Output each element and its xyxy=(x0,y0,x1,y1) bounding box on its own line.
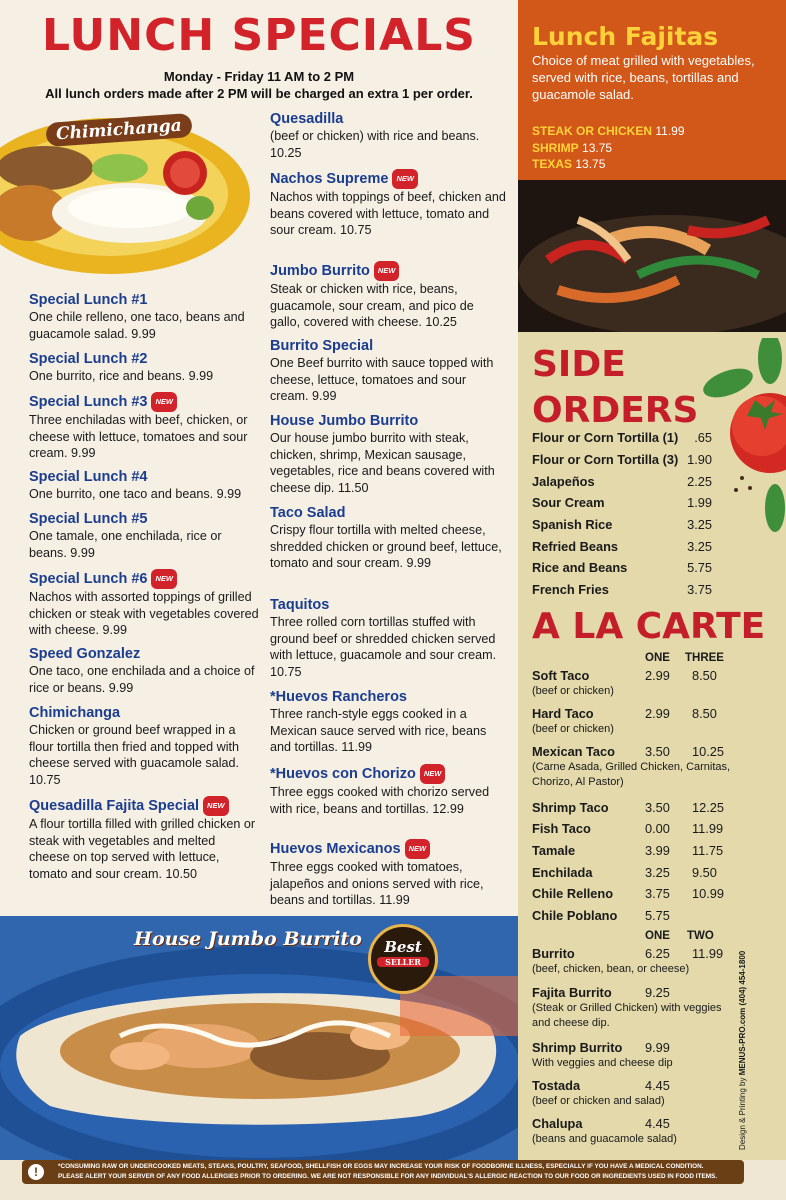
side-price: 2.25 xyxy=(687,474,712,489)
menu-item xyxy=(29,645,259,696)
alc-item-name: Mexican Taco xyxy=(532,744,615,759)
alc-item-sub: (beef, chicken, bean, or cheese) xyxy=(532,963,690,975)
best-seller-text: Best xyxy=(384,938,422,956)
chimichanga-photo-label: Chimichanga xyxy=(45,113,192,147)
warning-icon: ! xyxy=(28,1164,44,1180)
alc-price-three: 8.50 xyxy=(692,668,717,683)
column-header-one: ONE xyxy=(645,930,670,942)
menu-item xyxy=(29,291,259,342)
menu-item xyxy=(270,504,506,572)
hours-text: Monday - Friday 11 AM to 2 PM xyxy=(163,69,355,84)
alc-item-sub: (Steak or Grilled Chicken) with veggies and cheese dip. xyxy=(532,1002,722,1029)
item-name: Special Lunch #4 xyxy=(29,469,148,485)
menu-item xyxy=(270,596,506,680)
item-desc: Chicken or ground beef wrapped in a flour tortilla then fried and topped with cheese served with guacamole salad. 10.75 xyxy=(29,723,240,787)
item-desc: One burrito, rice and beans. 9.99 xyxy=(29,369,214,383)
a-la-carte-row xyxy=(532,886,725,902)
new-badge: NEW xyxy=(420,764,446,784)
menu-item xyxy=(29,392,259,462)
item-name: Special Lunch #5 xyxy=(29,511,148,527)
warning-line-2: PLEASE ALERT YOUR SERVER OF ANY FOOD ALLERGIES PRIOR TO ORDERING. WE ARE NOT RESPONSIBLE FOR ANY INDIVIDUAL'S ALLERGIC REACTION TO OUR FOOD OR INGREDIENTS USED IN FOOD ITEMS. xyxy=(58,1173,718,1180)
alc-price-one: 9.25 xyxy=(645,985,670,1000)
alc-item-name: Shrimp Taco xyxy=(532,800,609,815)
alc-price-three: 9.50 xyxy=(692,865,717,880)
menu-item xyxy=(270,169,506,239)
item-name: Special Lunch #3 xyxy=(29,393,148,410)
credit-phone: (404) 454-1800 xyxy=(738,950,747,1006)
alc-item-name: Chile Relleno xyxy=(532,886,614,901)
alc-item-name: Tostada xyxy=(532,1078,581,1093)
alc-item-name: Burrito xyxy=(532,946,575,961)
alc-price-one: 3.50 xyxy=(645,800,670,815)
item-name: *Huevos con Chorizo xyxy=(270,765,416,782)
item-desc: Three eggs cooked with tomatoes, jalapeños and onions served with rice, beans and tortillas. 11.99 xyxy=(270,860,484,908)
menu-item xyxy=(270,688,506,756)
alc-price-three: 8.50 xyxy=(692,706,717,721)
alc-price-one: 5.75 xyxy=(645,908,670,923)
side-price: 1.90 xyxy=(687,452,712,467)
credit-prefix: Design & Printing by xyxy=(738,1077,747,1150)
side-name: Refried Beans xyxy=(532,539,619,554)
item-name: Chimichanga xyxy=(29,705,121,721)
side-price: 3.25 xyxy=(687,539,712,554)
item-desc: One Beef burrito with sauce topped with cheese, lettuce, tomatoes and sour cream. 9.99 xyxy=(270,356,494,404)
a-la-carte-row xyxy=(532,800,725,816)
side-price: 3.75 xyxy=(687,582,712,597)
column-header-one: ONE xyxy=(645,652,670,664)
alc-price-one: 4.45 xyxy=(645,1116,670,1131)
item-name: Nachos Supreme xyxy=(270,170,389,187)
item-desc: Crispy flour tortilla with melted cheese, shredded chicken or ground beef, lettuce, tomato and sour cream. 9.99 xyxy=(270,523,502,571)
tomato-illustration xyxy=(700,338,786,558)
item-name: Taco Salad xyxy=(270,505,346,521)
side-title-line1: SIDE xyxy=(532,344,626,385)
alc-price-one: 9.99 xyxy=(645,1040,670,1055)
side-name: Rice and Beans xyxy=(532,560,628,575)
side-order-row xyxy=(532,495,712,513)
menu-item xyxy=(29,510,259,561)
item-desc: Three enchiladas with beef, chicken, or cheese with lettuce, tomatoes and sour cream. 9.99 xyxy=(29,413,248,461)
side-price: .65 xyxy=(694,430,712,445)
a-la-carte-row xyxy=(532,668,722,699)
fajita-price-row xyxy=(532,140,612,157)
alc-price-one: 0.00 xyxy=(645,821,670,836)
alc-item-name: Hard Taco xyxy=(532,706,594,721)
new-badge: NEW xyxy=(203,796,229,816)
item-name: Taquitos xyxy=(270,597,330,613)
side-order-row xyxy=(532,582,712,600)
a-la-carte-row xyxy=(532,946,722,977)
item-name: Special Lunch #1 xyxy=(29,292,148,308)
item-name: Special Lunch #6 xyxy=(29,570,148,587)
menu-item xyxy=(270,261,506,331)
credit-brand: MENUS-PRO.com xyxy=(738,1007,747,1076)
item-name: House Jumbo Burrito xyxy=(270,413,419,429)
best-seller-subtext: SELLER xyxy=(377,957,429,967)
alc-price-one: 3.99 xyxy=(645,843,670,858)
column-header-three: THREE xyxy=(685,652,724,664)
item-desc: One chile relleno, one taco, beans and guacamole salad. 9.99 xyxy=(29,310,245,341)
side-title-line2: ORDERS xyxy=(532,390,699,431)
hours-note xyxy=(0,68,518,102)
item-desc: One tamale, one enchilada, rice or beans. 9.99 xyxy=(29,529,222,560)
alc-price-three: 11.75 xyxy=(692,843,724,858)
new-badge: NEW xyxy=(151,392,177,412)
a-la-carte-row xyxy=(532,821,722,837)
item-desc: Three rolled corn tortillas stuffed with ground beef or shredded chicken served with lettuce, guacamole and sour cream. 10.75 xyxy=(270,615,497,679)
item-name: Jumbo Burrito xyxy=(270,262,370,279)
menu-item xyxy=(29,468,259,503)
alc-item-name: Enchilada xyxy=(532,865,593,880)
alc-price-one: 4.45 xyxy=(645,1078,670,1093)
alc-price-one: 2.99 xyxy=(645,668,670,683)
house-jumbo-burrito-photo xyxy=(0,916,518,1160)
alc-price-three: 10.25 xyxy=(692,744,725,759)
fajitas-title: Lunch Fajitas xyxy=(532,22,719,51)
side-name: Flour or Corn Tortilla (1) xyxy=(532,430,679,445)
item-name: Speed Gonzalez xyxy=(29,646,141,662)
a-la-carte-row xyxy=(532,985,722,1031)
alc-price-two: 11.99 xyxy=(692,946,724,961)
fajita-option: STEAK OR CHICKEN xyxy=(532,124,653,138)
alc-item-sub: (beans and guacamole salad) xyxy=(532,1133,677,1145)
item-name: Quesadilla xyxy=(270,111,344,127)
alc-item-name: Chalupa xyxy=(532,1116,583,1131)
side-order-row xyxy=(532,474,712,492)
alc-price-one: 3.25 xyxy=(645,865,670,880)
side-order-row xyxy=(532,430,712,448)
item-desc: (beef or chicken) with rice and beans. 10.25 xyxy=(270,129,480,160)
side-order-row xyxy=(532,539,712,557)
item-desc: Three ranch-style eggs cooked in a Mexican sauce served with rice, beans and tortillas. 11.99 xyxy=(270,707,487,755)
alc-item-sub: With veggies and cheese dip xyxy=(532,1057,673,1069)
item-desc: One taco, one enchilada and a choice of rice or beans. 9.99 xyxy=(29,664,255,695)
item-name: Huevos Mexicanos xyxy=(270,840,401,857)
alc-item-sub: (beef or chicken) xyxy=(532,685,614,697)
alc-item-sub: (beef or chicken and salad) xyxy=(532,1095,665,1107)
side-price: 3.25 xyxy=(687,517,712,532)
fajitas-desc: Choice of meat grilled with vegetables, served with rice, beans, tortillas and guacamole salad. xyxy=(532,53,755,102)
menu-item xyxy=(29,704,259,788)
new-badge: NEW xyxy=(151,569,177,589)
menu-item xyxy=(270,764,506,817)
menu-item xyxy=(29,569,259,639)
alc-price-three: 10.99 xyxy=(692,886,725,901)
a-la-carte-row xyxy=(532,1040,722,1071)
alc-item-name: Fish Taco xyxy=(532,821,591,836)
alc-price-one: 6.25 xyxy=(645,946,670,961)
fajitas-photo xyxy=(518,180,786,332)
menu-item xyxy=(270,337,506,405)
warning-line-1: *CONSUMING RAW OR UNDERCOOKED MEATS, STEAKS, POULTRY, SEAFOOD, SHELLFISH OR EGGS MAY INCREASE YOUR RISK OF FOODBORNE ILLNESS, ESPECIALLY IF YOU HAVE A MEDICAL CONDITION. xyxy=(58,1163,704,1170)
menu-item xyxy=(270,110,506,161)
printer-credit xyxy=(738,951,747,1150)
menu-item xyxy=(270,412,506,496)
item-name: Burrito Special xyxy=(270,338,374,354)
alc-item-name: Shrimp Burrito xyxy=(532,1040,623,1055)
a-la-carte-row xyxy=(532,1116,722,1147)
new-badge: NEW xyxy=(374,261,400,281)
new-badge: NEW xyxy=(405,839,431,859)
alc-price-three: 12.25 xyxy=(692,800,725,815)
alc-price-one: 3.50 xyxy=(645,744,670,759)
page-title: LUNCH SPECIALS xyxy=(42,10,476,61)
item-desc: Nachos with assorted toppings of grilled chicken or steak with vegetables covered with cheese. 9.99 xyxy=(29,590,259,638)
item-name: *Huevos Rancheros xyxy=(270,689,407,705)
alc-price-one: 2.99 xyxy=(645,706,670,721)
side-order-row xyxy=(532,517,712,535)
a-la-carte-row xyxy=(532,706,722,737)
alc-item-name: Chile Poblano xyxy=(532,908,618,923)
alc-price-three: 11.99 xyxy=(692,821,724,836)
fajita-price: 13.75 xyxy=(575,157,606,171)
a-la-carte-row xyxy=(532,865,722,881)
column-header-two: TWO xyxy=(687,930,714,942)
late-charge-note: All lunch orders made after 2 PM will be charged an extra 1 per order. xyxy=(45,86,473,101)
house-jumbo-burrito-label: House Jumbo Burrito xyxy=(134,928,362,950)
side-name: Sour Cream xyxy=(532,495,605,510)
alc-item-name: Soft Taco xyxy=(532,668,590,683)
new-badge: NEW xyxy=(392,169,418,189)
side-orders-title xyxy=(532,342,698,434)
item-desc: One burrito, one taco and beans. 9.99 xyxy=(29,487,242,501)
item-desc: Three eggs cooked with chorizo served with rice, beans and tortillas. 12.99 xyxy=(270,785,490,816)
side-name: Flour or Corn Tortilla (3) xyxy=(532,452,679,467)
side-name: French Fries xyxy=(532,582,609,597)
allergy-warning-text xyxy=(58,1162,738,1182)
menu-item xyxy=(29,796,259,882)
a-la-carte-row xyxy=(532,843,722,859)
a-la-carte-row xyxy=(532,908,722,924)
a-la-carte-row xyxy=(532,744,732,790)
item-desc: A flour tortilla filled with grilled chicken or steak with vegetables and melted cheese on top served with lettuce, tomato and sour cream. 10.50 xyxy=(29,817,256,881)
fajita-price-row xyxy=(532,156,605,173)
alc-item-sub: (Carne Asada, Grilled Chicken, Carnitas, Chorizo, Al Pastor) xyxy=(532,761,731,788)
side-order-row xyxy=(532,560,712,578)
alc-price-one: 3.75 xyxy=(645,886,670,901)
side-name: Jalapeños xyxy=(532,474,595,489)
side-order-row xyxy=(532,452,712,470)
fajita-price-row xyxy=(532,123,685,140)
side-price: 1.99 xyxy=(687,495,712,510)
item-desc: Steak or chicken with rice, beans, guacamole, sour cream, and pico de gallo, covered with cheese. 10.25 xyxy=(270,282,474,330)
menu-item xyxy=(270,839,506,909)
a-la-carte-row xyxy=(532,1078,722,1109)
item-name: Quesadilla Fajita Special xyxy=(29,797,200,814)
alc-item-name: Tamale xyxy=(532,843,576,858)
fajita-price: 11.99 xyxy=(655,124,685,138)
menu-item xyxy=(29,350,259,385)
fajita-option: SHRIMP xyxy=(532,140,579,155)
side-name: Spanish Rice xyxy=(532,517,613,532)
a-la-carte-title: A LA CARTE xyxy=(532,606,766,647)
side-price: 5.75 xyxy=(687,560,712,575)
item-name: Special Lunch #2 xyxy=(29,351,148,367)
item-desc: Nachos with toppings of beef, chicken and beans covered with lettuce, tomato and sour cream. 10.75 xyxy=(270,190,506,238)
alc-item-name: Fajita Burrito xyxy=(532,985,612,1000)
item-desc: Our house jumbo burrito with steak, chicken, shrimp, Mexican sausage, vegetables, rice and beans covered with cheese dip. 11.50 xyxy=(270,431,495,495)
fajita-price: 13.75 xyxy=(582,140,613,155)
alc-item-sub: (beef or chicken) xyxy=(532,723,614,735)
best-seller-badge xyxy=(368,924,438,994)
fajita-option: TEXAS xyxy=(532,157,573,171)
